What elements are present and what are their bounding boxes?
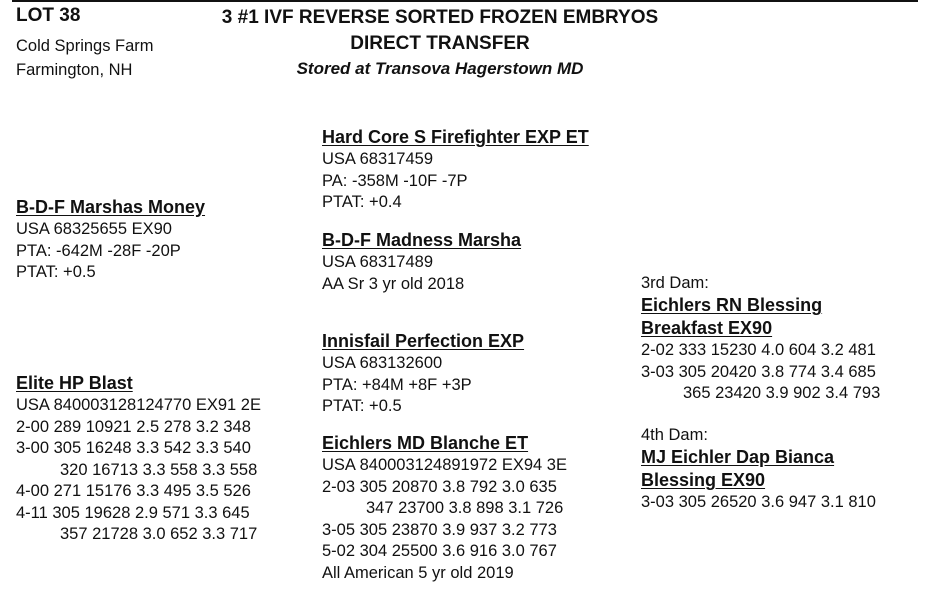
third-dam-name-1: Eichlers RN Blessing bbox=[641, 295, 823, 315]
sire-dam-reg: USA 68317489 bbox=[322, 253, 434, 271]
sire-sire-reg: USA 68317459 bbox=[322, 150, 434, 168]
dam-dam-block bbox=[322, 432, 567, 584]
third-dam-name-2: Breakfast EX90 bbox=[641, 318, 773, 338]
dam-dam-name: Eichlers MD Blanche ET bbox=[322, 433, 529, 453]
dam-sire-reg: USA 683132600 bbox=[322, 354, 443, 372]
sire-reg: USA 68325655 EX90 bbox=[16, 220, 172, 238]
third-dam-record-2: 3-03 305 20420 3.8 774 3.4 685 bbox=[641, 362, 876, 381]
sire-sire-pta: PA: -358M -10F -7P bbox=[322, 171, 468, 190]
sire-sire-name: Hard Core S Firefighter EXP ET bbox=[322, 127, 589, 147]
sire-pta: PTA: -642M -28F -20P bbox=[16, 241, 181, 260]
sire-sire-block bbox=[322, 126, 589, 214]
third-dam-block bbox=[641, 272, 880, 405]
dam-name: Elite HP Blast bbox=[16, 373, 133, 393]
dam-dam-reg: USA 840003124891972 EX94 3E bbox=[322, 456, 567, 474]
sire-sire-ptat: PTAT: +0.4 bbox=[322, 193, 402, 211]
dam-sire-block bbox=[322, 330, 524, 418]
fourth-dam-name-1: MJ Eichler Dap Bianca bbox=[641, 447, 835, 467]
fourth-dam-record-1: 3-03 305 26520 3.6 947 3.1 810 bbox=[641, 493, 876, 511]
top-rule bbox=[12, 0, 918, 2]
third-dam-label: 3rd Dam: bbox=[641, 274, 709, 292]
third-dam-record-1: 2-02 333 15230 4.0 604 3.2 481 bbox=[641, 341, 876, 359]
lot-number: LOT 38 bbox=[16, 5, 81, 26]
fourth-dam-label: 4th Dam: bbox=[641, 426, 708, 444]
dam-block bbox=[16, 372, 261, 546]
dam-dam-record-4: 5-02 304 25500 3.6 916 3.0 767 bbox=[322, 542, 557, 560]
dam-record-2: 3-00 305 16248 3.3 542 3.3 540 bbox=[16, 439, 251, 457]
dam-sire-ptat: PTAT: +0.5 bbox=[322, 397, 402, 415]
title-line-2: DIRECT TRANSFER bbox=[350, 33, 530, 54]
dam-dam-award: All American 5 yr old 2019 bbox=[322, 563, 514, 582]
title-line-1: 3 #1 IVF REVERSE SORTED FROZEN EMBRYOS bbox=[221, 7, 659, 28]
dam-record-1: 2-00 289 10921 2.5 278 3.2 348 bbox=[16, 417, 251, 436]
lot-title bbox=[160, 5, 720, 81]
dam-dam-record-2: 347 23700 3.8 898 3.1 726 bbox=[366, 499, 564, 517]
fourth-dam-block bbox=[641, 424, 876, 514]
farm-name: Cold Springs Farm bbox=[16, 37, 154, 55]
dam-record-5: 4-11 305 19628 2.9 571 3.3 645 bbox=[16, 503, 250, 522]
sire-block bbox=[16, 196, 205, 284]
sire-name: B-D-F Marshas Money bbox=[16, 197, 206, 217]
consignor-info bbox=[16, 34, 154, 82]
dam-reg: USA 840003128124770 EX91 2E bbox=[16, 396, 261, 414]
sire-dam-name: B-D-F Madness Marsha bbox=[322, 230, 522, 250]
dam-record-3: 320 16713 3.3 558 3.3 558 bbox=[60, 460, 258, 479]
dam-dam-record-3: 3-05 305 23870 3.9 937 3.2 773 bbox=[322, 520, 557, 539]
third-dam-record-3: 365 23420 3.9 902 3.4 793 bbox=[683, 384, 881, 402]
sire-dam-award: AA Sr 3 yr old 2018 bbox=[322, 274, 465, 293]
sire-dam-block bbox=[322, 229, 521, 295]
dam-record-6: 357 21728 3.0 652 3.3 717 bbox=[60, 525, 258, 543]
dam-dam-record-1: 2-03 305 20870 3.8 792 3.0 635 bbox=[322, 477, 557, 496]
farm-location: Farmington, NH bbox=[16, 61, 133, 79]
dam-sire-pta: PTA: +84M +8F +3P bbox=[322, 375, 472, 394]
fourth-dam-name-2: Blessing EX90 bbox=[641, 470, 766, 490]
sire-ptat: PTAT: +0.5 bbox=[16, 263, 96, 281]
dam-record-4: 4-00 271 15176 3.3 495 3.5 526 bbox=[16, 482, 251, 500]
storage-location: Stored at Transova Hagerstown MD bbox=[296, 59, 584, 78]
dam-sire-name: Innisfail Perfection EXP bbox=[322, 331, 525, 351]
